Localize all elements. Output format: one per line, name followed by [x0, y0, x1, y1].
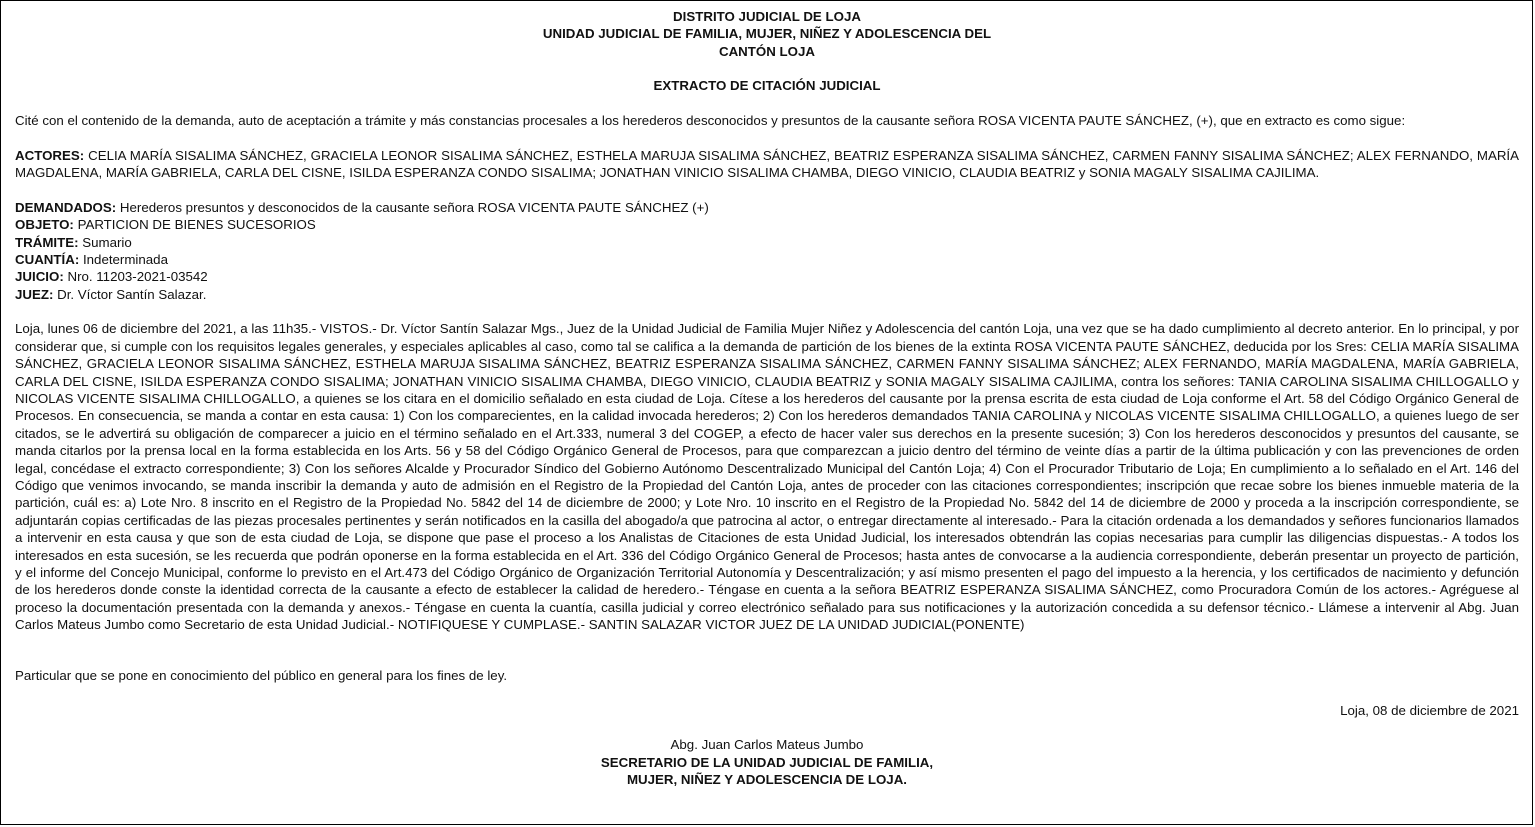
field-demandados — [15, 199, 1519, 216]
closing-paragraph: Particular que se pone en conocimiento del público en general para los fines de ley. — [15, 667, 508, 683]
field-juicio — [15, 268, 1519, 285]
field-cuantia — [15, 251, 1519, 268]
signature-title-line1: SECRETARIO DE LA UNIDAD JUDICIAL DE FAMILIA, — [600, 754, 934, 770]
case-fields — [15, 199, 1519, 303]
field-label: TRÁMITE: — [15, 234, 79, 250]
signature-title-line2: MUJER, NIÑEZ Y ADOLESCENCIA DE LOJA. — [626, 772, 907, 788]
field-tramite — [15, 234, 1519, 251]
signature-block — [15, 736, 1519, 788]
field-value: Herederos presuntos y desconocidos de la causante señora ROSA VICENTA PAUTE SÁNCHEZ (+) — [116, 199, 709, 215]
field-label: JUICIO: — [15, 269, 64, 285]
body-paragraph: Loja, lunes 06 de diciembre del 2021, a las 11h35.- VISTOS.- Dr. Víctor Santín Salazar Mgs., Juez de la Unidad Judicial de Familia Mujer Niñez y Adolescencia del cantón Loja, una vez que se ha dado cumplimiento al decreto anterior. En lo principal, y por considerar que, si cumple con los requisitos legales generales, y especiales aplicables al caso, como tal se califica a la demanda de partición de los bienes de la extinta ROSA VICENTA PAUTE SÁNCHEZ, deducida por los Sres: CELIA MARÍA SISALIMA SÁNCHEZ, GRACIELA LEONOR SISALIMA SÁNCHEZ, ESTHELA MARUJA SISALIMA SÁNCHEZ, BEATRIZ ESPERANZA SISALIMA SÁNCHEZ, CARMEN FANNY SISALIMA SÁNCHEZ; ALEX FERNANDO, MARÍA MAGDALENA, MARÍA GABRIELA, CARLA DEL CISNE, ISILDA ESPERANZA CONDO SISALIMA; JONATHAN VINICIO SISALIMA CHAMBA, DIEGO VINICIO, CLAUDIA BEATRIZ y SONIA MAGALY SISALIMA CAJILIMA, contra los señores: TANIA CAROLINA SISALIMA CHILLOGALLO y NICOLAS VICENTE SISALIMA CHILLOGALLO, a quienes se los citara en el domicilio señalado en esta ciudad de Loja. Cítese a los herederos del causante por la prensa escrita de esta ciudad de Loja conforme el Art. 58 del Código Orgánico General de Procesos. En consecuencia, se manda a contar en esta causa: 1) Con los comparecientes, en la calidad invocada herederos; 2) Con los herederos demandados TANIA CAROLINA y NICOLAS VICENTE SISALIMA CHILLOGALLO, a quienes luego de ser citados, se le advertirá su obligación de comparecer a juicio en el término señalado en el Art.333, numeral 3 del COGEP, a efecto de hacer valer sus derechos en la presente sucesión; 3) Con los herederos desconocidos y presuntos del causante, se manda citarlos por la prensa local en la forma establecida en los Arts. 56 y 58 del Código Orgánico General de Procesos, para que comparezcan a juicio dentro del término de veinte días a partir de la última publicación y con las prevenciones de orden legal, concédase el extracto correspondiente; 3) Con los señores Alcalde y Procurador Síndico del Gobierno Autónomo Descentralizado Municipal del Cantón Loja; 4) Con el Procurador Tributario de Loja; En cumplimiento a lo señalado en el Art. 146 del Código que venimos invocando, se manda inscribir la demanda y auto de admisión en el Registro de la Propiedad del Cantón Loja, antes de proceder con las citaciones correspondientes; inscripción que recae sobre los bienes inmueble materia de la partición, cuál es: a) Lote Nro. 8 inscrito en el Registro de la Propiedad No. 5842 del 14 de diciembre de 2000; y Lote Nro. 10 inscrito en el Registro de la Propiedad No. 5842 del 14 de diciembre de 2000 y proceda a la inscripción correspondiente, se adjuntarán copias certificadas de las piezas procesales pertinentes y serán notificados en la casilla del abogado/a que patrocina al actor, o entregar directamente al interesado.- Para la citación ordenada a los demandados y señores funcionarios llamados a intervenir en esta causa y que son de esta ciudad de Loja, se dispone que pase el proceso a los Analistas de Citaciones de esta Unidad Judicial, los interesados obtendrán las copias necesarias para cumplir las diligencias dispuestas.- A todos los interesados en esta sucesión, se les recuerda que podrán oponerse en la forma establecida en el Art. 336 del Código Orgánico General de Procesos; hasta antes de convocarse a la audiencia correspondiente, deberán presentar un proyecto de partición, y el informe del Concejo Municipal, conforme lo previsto en el Art.473 del Código Orgánico de Organización Territorial Autonomía y Descentralización; y así mismo presenten el pago del impuesto a la herencia, y los certificados de nacimiento y defunción de los herederos donde conste la identidad correcta de la causante a efecto de establecer la calidad de heredero.- Téngase en cuenta a la señora BEATRIZ ESPERANZA SISALIMA SÁNCHEZ, como Procuradora Común de los actores.- Agréguese al proceso la documentación presentada con la demanda y anexos.- Téngase en cuenta la cuantía, casilla judicial y correo electrónico señalado para sus notificaciones y la autorización concedida a su defensor técnico.- Llámese a intervenir al Abg. Juan Carlos Mateus Jumbo como Secretario de esta Unidad Judicial.- NOTIFIQUESE Y CUMPLASE.- SANTIN SALAZAR VICTOR JUEZ DE LA UNIDAD JUDICIAL(PONENTE) — [15, 321, 1519, 633]
field-value: Indeterminada — [79, 252, 168, 268]
field-value: Nro. 11203-2021-03542 — [63, 269, 208, 285]
intro-paragraph: Cité con el contenido de la demanda, auto de aceptación a trámite y más constancias procesales a los herederos desconocidos y presuntos de la causante señora ROSA VICENTA PAUTE SÁNCHEZ, (+), que en extracto es como sigue: — [15, 112, 1406, 128]
actores-label: ACTORES: — [15, 148, 85, 164]
header-canton: CANTÓN LOJA — [718, 43, 816, 59]
header — [15, 8, 1519, 60]
header-unit: UNIDAD JUDICIAL DE FAMILIA, MUJER, NIÑEZ Y ADOLESCENCIA DEL — [542, 26, 992, 42]
actores-value: CELIA MARÍA SISALIMA SÁNCHEZ, GRACIELA LEONOR SISALIMA SÁNCHEZ, ESTHELA MARUJA SISALIMA SÁNCHEZ, BEATRIZ ESPERANZA SISALIMA SÁNCHEZ, CARMEN FANNY SISALIMA SÁNCHEZ; ALEX FERNANDO, MARÍA MAGDALENA, MARÍA GABRIELA, CARLA DEL CISNE, ISILDA ESPERANZA CONDO SISALIMA; JONATHAN VINICIO SISALIMA CHAMBA, DIEGO VINICIO, CLAUDIA BEATRIZ y SONIA MAGALY SISALIMA CAJILIMA. — [15, 148, 1519, 181]
field-label: DEMANDADOS: — [15, 199, 117, 215]
field-label: CUANTÍA: — [15, 252, 80, 268]
field-label: JUEZ: — [15, 286, 54, 302]
field-objeto — [15, 216, 1519, 233]
notice-content — [15, 8, 1519, 789]
notice-title: EXTRACTO DE CITACIÓN JUDICIAL — [653, 78, 881, 94]
actores-paragraph — [15, 147, 1519, 182]
header-district: DISTRITO JUDICIAL DE LOJA — [673, 9, 861, 24]
field-value: Dr. Víctor Santín Salazar. — [53, 286, 207, 302]
notice-date: Loja, 08 de diciembre de 2021 — [1340, 703, 1519, 718]
field-juez — [15, 286, 1519, 303]
field-value: Sumario — [78, 234, 132, 250]
field-value: PARTICION DE BIENES SUCESORIOS — [73, 217, 316, 233]
signature-name: Abg. Juan Carlos Mateus Jumbo — [670, 737, 864, 753]
field-label: OBJETO: — [15, 217, 74, 233]
